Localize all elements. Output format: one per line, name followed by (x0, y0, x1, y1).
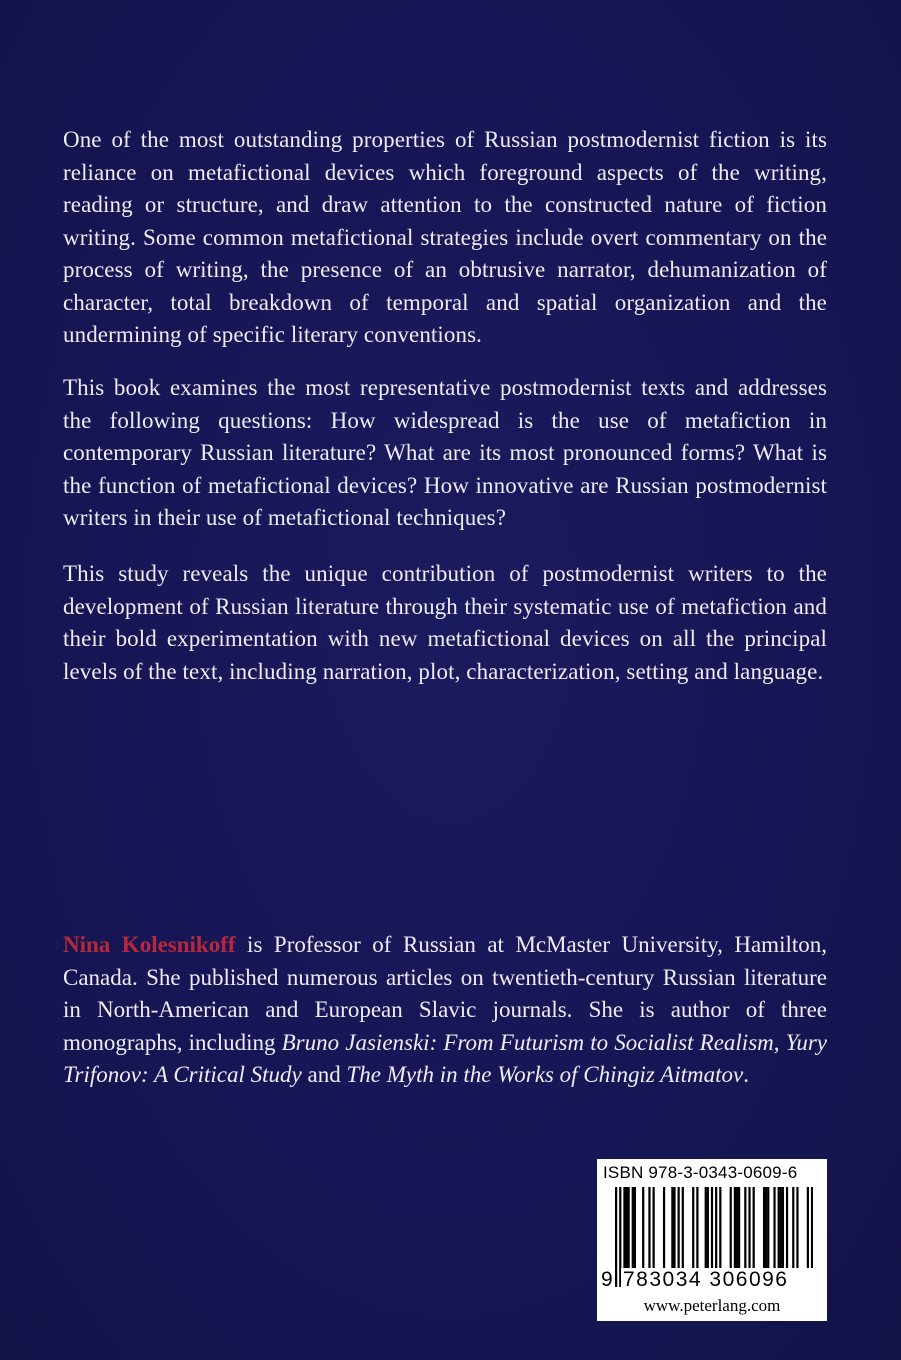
barcode-bar (765, 1187, 767, 1269)
barcode-bar (663, 1187, 665, 1269)
barcode-bar (796, 1187, 798, 1269)
barcode-lead-digit: 9 (601, 1268, 613, 1291)
author-bio (63, 929, 827, 1092)
barcode-bar (653, 1187, 655, 1269)
barcode-bar (615, 1187, 617, 1287)
barcode-bar (753, 1187, 755, 1269)
book-title-3: The Myth in the Works of Chingiz Aitmatov (346, 1062, 744, 1087)
barcode-bar (625, 1187, 627, 1269)
bio-separator-1: , (773, 1029, 786, 1055)
barcode-bar (730, 1187, 732, 1269)
barcode-digits: 783034 306096 (621, 1268, 823, 1292)
barcode-bar (748, 1187, 750, 1269)
barcode-bar (734, 1187, 736, 1269)
barcode-bar (782, 1187, 784, 1269)
author-name: Nina Kolesnikoff (63, 932, 236, 957)
barcode-bar (780, 1187, 782, 1269)
barcode-bar (678, 1187, 680, 1269)
author-bio-text: is Professor of Russian at McMaster University, Hamilton, Canada. She published numerous articles on twentieth-century Russian literature in North-American and European Slavic journals. She is author of three monographs, including (63, 932, 827, 1055)
barcode-bar (634, 1187, 636, 1269)
barcode-bar (696, 1187, 698, 1269)
isbn-label: ISBN 978-3-0343-0609-6 (603, 1163, 798, 1182)
isbn-barcode (597, 1159, 827, 1321)
barcode-bar (642, 1187, 644, 1269)
barcode-bar (628, 1187, 630, 1269)
barcode-bar (763, 1187, 765, 1269)
barcode-bar (707, 1187, 709, 1269)
blurb-paragraph-2: This book examines the most representative postmodernist texts and addresses the following questions: How widespread is the use of metafiction in contemporary Russian literature? What are its most pronounced forms? What is the function of metafictional devices? How innovative are Russian postmodernist writers in their use of metafictional techniques? (63, 375, 827, 530)
barcode-bar (705, 1187, 707, 1269)
barcode-bar (648, 1187, 650, 1269)
barcode-bar (682, 1187, 684, 1269)
barcode-bar (744, 1187, 746, 1269)
barcode-bar (623, 1187, 625, 1269)
barcode-bar (632, 1187, 634, 1269)
bio-separator-2: and (301, 1062, 347, 1087)
blurb-paragraph-3: This study reveals the unique contribution of postmodernist writers to the development of Russian literature through their systematic use of metafiction and their bold experimentation with new metafictional devices on all the principal levels of the text, including narration, plot, characterization, setting and language. (63, 561, 827, 684)
book-title-1: Bruno Jasienski: From Futurism to Socialist Realism (281, 1029, 774, 1055)
barcode-bar (773, 1187, 775, 1269)
barcode-bar (767, 1187, 769, 1269)
barcode-bar (738, 1187, 740, 1269)
bio-end: . (743, 1062, 749, 1087)
barcode-bar (786, 1187, 788, 1269)
barcode-bar (673, 1187, 675, 1269)
barcode-bar (778, 1187, 780, 1269)
barcode-bar (719, 1187, 721, 1269)
book-title-2: Yury Trifonov: A Critical Study (63, 1029, 828, 1087)
barcode-bar (692, 1187, 694, 1269)
barcode-bar (671, 1187, 673, 1269)
barcode-bar (736, 1187, 738, 1269)
barcode-bar (792, 1187, 794, 1269)
publisher-url: www.peterlang.com (643, 1296, 781, 1315)
blurb-paragraph-1: One of the most outstanding properties of Russian postmodernist fiction is its reliance on metafictional devices which foreground aspects of the writing, reading or structure, and draw attention to the constructed nature of fiction writing. Some common metafictional strategies include overt commentary on the process of writing, the presence of an obtrusive narrator, dehumanization of character, total breakdown of temporal and spatial organization and the undermining of specific literary conventions. (63, 127, 827, 347)
